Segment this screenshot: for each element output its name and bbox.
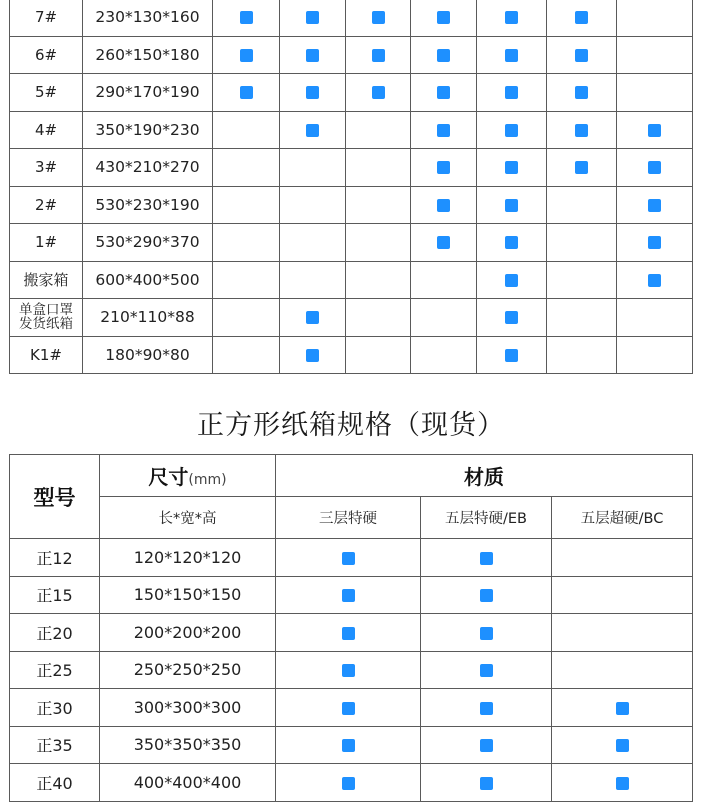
box-mark-cell <box>213 224 280 262</box>
box-mark-cell <box>280 149 346 187</box>
available-marker-icon <box>505 236 518 249</box>
box-mark-cell <box>213 336 280 374</box>
table-row <box>10 576 693 614</box>
square-mark-cell <box>421 539 552 577</box>
model-label-line: 单盒口罩 <box>19 302 73 319</box>
available-marker-icon <box>342 739 355 752</box>
box-mark-cell <box>411 336 477 374</box>
available-marker-icon <box>575 49 588 62</box>
size-cell: 200*200*200 <box>100 614 276 652</box>
box-mark-cell <box>213 111 280 149</box>
box-mark-cell <box>280 299 346 337</box>
size-cell: 180*90*80 <box>83 336 213 374</box>
available-marker-icon <box>648 161 661 174</box>
available-marker-icon <box>505 199 518 212</box>
square-mark-cell <box>552 689 693 727</box>
box-mark-cell <box>477 36 547 74</box>
square-mark-cell <box>552 651 693 689</box>
available-marker-icon <box>575 161 588 174</box>
available-marker-icon <box>575 124 588 137</box>
size-cell: 150*150*150 <box>100 576 276 614</box>
model-cell: K1# <box>10 336 83 374</box>
size-cell: 120*120*120 <box>100 539 276 577</box>
available-marker-icon <box>240 49 253 62</box>
available-marker-icon <box>437 49 450 62</box>
table-row <box>10 0 693 36</box>
available-marker-icon <box>306 86 319 99</box>
box-mark-cell <box>213 186 280 224</box>
square-mark-cell <box>276 576 421 614</box>
available-marker-icon <box>342 702 355 715</box>
box-mark-cell <box>213 299 280 337</box>
available-marker-icon <box>505 161 518 174</box>
size-cell: 350*190*230 <box>83 111 213 149</box>
square-mark-cell <box>421 764 552 802</box>
model-cell: 正35 <box>10 726 100 764</box>
available-marker-icon <box>240 11 253 24</box>
model-cell: 7# <box>10 0 83 36</box>
available-marker-icon <box>480 664 493 677</box>
available-marker-icon <box>437 124 450 137</box>
size-cell: 400*400*400 <box>100 764 276 802</box>
square-mark-cell <box>276 726 421 764</box>
available-marker-icon <box>480 589 493 602</box>
size-cell: 290*170*190 <box>83 74 213 112</box>
available-marker-icon <box>505 349 518 362</box>
available-marker-icon <box>306 311 319 324</box>
box-mark-cell <box>346 186 411 224</box>
section-title: 正方形纸箱规格（现货） <box>197 410 505 441</box>
header-material <box>276 455 693 497</box>
box-mark-cell <box>547 36 617 74</box>
box-spec-table <box>9 0 693 374</box>
box-mark-cell <box>280 36 346 74</box>
available-marker-icon <box>648 124 661 137</box>
square-mark-cell <box>421 576 552 614</box>
table-row <box>10 689 693 727</box>
box-mark-cell <box>477 0 547 36</box>
box-mark-cell <box>411 111 477 149</box>
header-size <box>100 455 276 497</box>
square-mark-cell <box>276 764 421 802</box>
box-mark-cell <box>346 261 411 299</box>
header-model <box>10 455 100 539</box>
model-cell: 搬家箱 <box>10 261 83 299</box>
box-mark-cell <box>411 224 477 262</box>
box-mark-cell <box>346 336 411 374</box>
box-mark-cell <box>617 149 693 187</box>
available-marker-icon <box>342 777 355 790</box>
square-mark-cell <box>552 764 693 802</box>
model-cell: 6# <box>10 36 83 74</box>
available-marker-icon <box>505 124 518 137</box>
box-mark-cell <box>213 149 280 187</box>
box-mark-cell <box>617 224 693 262</box>
box-mark-cell <box>411 0 477 36</box>
box-mark-cell <box>346 299 411 337</box>
square-mark-cell <box>276 651 421 689</box>
box-mark-cell <box>477 336 547 374</box>
box-spec-body <box>10 0 693 374</box>
size-cell: 350*350*350 <box>100 726 276 764</box>
box-mark-cell <box>411 299 477 337</box>
available-marker-icon <box>306 49 319 62</box>
box-mark-cell <box>411 36 477 74</box>
box-mark-cell <box>411 149 477 187</box>
square-box-spec-table <box>9 454 693 802</box>
box-mark-cell <box>213 261 280 299</box>
box-mark-cell <box>547 186 617 224</box>
available-marker-icon <box>306 11 319 24</box>
table-row <box>10 299 693 337</box>
box-mark-cell <box>280 0 346 36</box>
available-marker-icon <box>505 274 518 287</box>
table-row <box>10 539 693 577</box>
size-cell: 250*250*250 <box>100 651 276 689</box>
available-marker-icon <box>342 664 355 677</box>
box-mark-cell <box>411 74 477 112</box>
available-marker-icon <box>648 274 661 287</box>
square-mark-cell <box>421 614 552 652</box>
header-material-1: 三层特硬 <box>276 497 421 539</box>
box-mark-cell <box>617 74 693 112</box>
available-marker-icon <box>240 86 253 99</box>
header-size-unit: (mm) <box>188 472 227 488</box>
box-mark-cell <box>547 261 617 299</box>
available-marker-icon <box>342 552 355 565</box>
model-cell: 正20 <box>10 614 100 652</box>
size-cell: 530*230*190 <box>83 186 213 224</box>
available-marker-icon <box>437 11 450 24</box>
size-cell: 530*290*370 <box>83 224 213 262</box>
square-mark-cell <box>421 651 552 689</box>
size-cell: 600*400*500 <box>83 261 213 299</box>
box-mark-cell <box>547 336 617 374</box>
header-material-3: 五层超硬/BC <box>552 497 693 539</box>
box-mark-cell <box>477 299 547 337</box>
table-row <box>10 74 693 112</box>
box-mark-cell <box>477 74 547 112</box>
available-marker-icon <box>505 49 518 62</box>
box-mark-cell <box>547 0 617 36</box>
table-row <box>10 764 693 802</box>
table-row <box>10 614 693 652</box>
square-mark-cell <box>276 614 421 652</box>
box-mark-cell <box>547 111 617 149</box>
box-mark-cell <box>346 74 411 112</box>
available-marker-icon <box>372 11 385 24</box>
model-cell: 正30 <box>10 689 100 727</box>
available-marker-icon <box>372 86 385 99</box>
available-marker-icon <box>480 552 493 565</box>
table-row <box>10 36 693 74</box>
box-mark-cell <box>346 111 411 149</box>
model-cell: 正12 <box>10 539 100 577</box>
model-cell: 正15 <box>10 576 100 614</box>
box-mark-cell <box>547 74 617 112</box>
header-material-2: 五层特硬/EB <box>421 497 552 539</box>
header-dims: 长*宽*高 <box>100 497 276 539</box>
box-mark-cell <box>411 261 477 299</box>
box-mark-cell <box>477 224 547 262</box>
box-mark-cell <box>547 299 617 337</box>
box-mark-cell <box>477 186 547 224</box>
box-mark-cell <box>280 111 346 149</box>
box-mark-cell <box>280 186 346 224</box>
box-mark-cell <box>280 336 346 374</box>
model-label-line: 发货纸箱 <box>19 316 73 333</box>
available-marker-icon <box>480 777 493 790</box>
square-mark-cell <box>276 689 421 727</box>
model-cell: 3# <box>10 149 83 187</box>
size-cell: 260*150*180 <box>83 36 213 74</box>
model-cell: 1# <box>10 224 83 262</box>
model-cell: 正25 <box>10 651 100 689</box>
available-marker-icon <box>616 702 629 715</box>
box-mark-cell <box>617 111 693 149</box>
available-marker-icon <box>306 349 319 362</box>
available-marker-icon <box>505 11 518 24</box>
size-cell: 300*300*300 <box>100 689 276 727</box>
table-row <box>10 261 693 299</box>
model-cell <box>10 299 83 337</box>
available-marker-icon <box>505 311 518 324</box>
box-mark-cell <box>477 111 547 149</box>
size-cell: 210*110*88 <box>83 299 213 337</box>
available-marker-icon <box>342 589 355 602</box>
available-marker-icon <box>342 627 355 640</box>
square-mark-cell <box>276 539 421 577</box>
model-cell: 5# <box>10 74 83 112</box>
size-cell: 230*130*160 <box>83 0 213 36</box>
box-mark-cell <box>346 224 411 262</box>
box-mark-cell <box>477 261 547 299</box>
header-model-label: 型号 <box>33 485 76 510</box>
model-cell: 4# <box>10 111 83 149</box>
box-mark-cell <box>617 336 693 374</box>
available-marker-icon <box>437 86 450 99</box>
box-mark-cell <box>617 0 693 36</box>
box-mark-cell <box>547 224 617 262</box>
available-marker-icon <box>480 627 493 640</box>
box-mark-cell <box>617 36 693 74</box>
square-mark-cell <box>421 726 552 764</box>
available-marker-icon <box>648 236 661 249</box>
table-row <box>10 224 693 262</box>
square-box-spec-body <box>10 539 693 802</box>
square-mark-cell <box>552 539 693 577</box>
available-marker-icon <box>575 86 588 99</box>
available-marker-icon <box>616 777 629 790</box>
square-mark-cell <box>552 614 693 652</box>
available-marker-icon <box>437 199 450 212</box>
header-material-label: 材质 <box>464 465 505 489</box>
box-mark-cell <box>411 186 477 224</box>
box-mark-cell <box>617 261 693 299</box>
box-mark-cell <box>280 74 346 112</box>
box-mark-cell <box>346 36 411 74</box>
square-mark-cell <box>552 576 693 614</box>
available-marker-icon <box>306 124 319 137</box>
model-cell: 正40 <box>10 764 100 802</box>
available-marker-icon <box>480 739 493 752</box>
available-marker-icon <box>480 702 493 715</box>
square-mark-cell <box>421 689 552 727</box>
table-row <box>10 149 693 187</box>
box-mark-cell <box>213 0 280 36</box>
table-row <box>10 651 693 689</box>
available-marker-icon <box>505 86 518 99</box>
box-mark-cell <box>213 74 280 112</box>
box-mark-cell <box>477 149 547 187</box>
available-marker-icon <box>437 161 450 174</box>
available-marker-icon <box>575 11 588 24</box>
table-row <box>10 111 693 149</box>
box-mark-cell <box>346 149 411 187</box>
model-cell: 2# <box>10 186 83 224</box>
box-mark-cell <box>280 261 346 299</box>
table-row <box>10 336 693 374</box>
available-marker-icon <box>648 199 661 212</box>
box-mark-cell <box>617 186 693 224</box>
square-mark-cell <box>552 726 693 764</box>
box-mark-cell <box>346 0 411 36</box>
size-cell: 430*210*270 <box>83 149 213 187</box>
box-mark-cell <box>213 36 280 74</box>
table-row <box>10 186 693 224</box>
box-mark-cell <box>617 299 693 337</box>
box-mark-cell <box>547 149 617 187</box>
available-marker-icon <box>616 739 629 752</box>
available-marker-icon <box>372 49 385 62</box>
available-marker-icon <box>437 236 450 249</box>
box-mark-cell <box>280 224 346 262</box>
table-row <box>10 726 693 764</box>
header-size-label: 尺寸 <box>148 465 189 489</box>
